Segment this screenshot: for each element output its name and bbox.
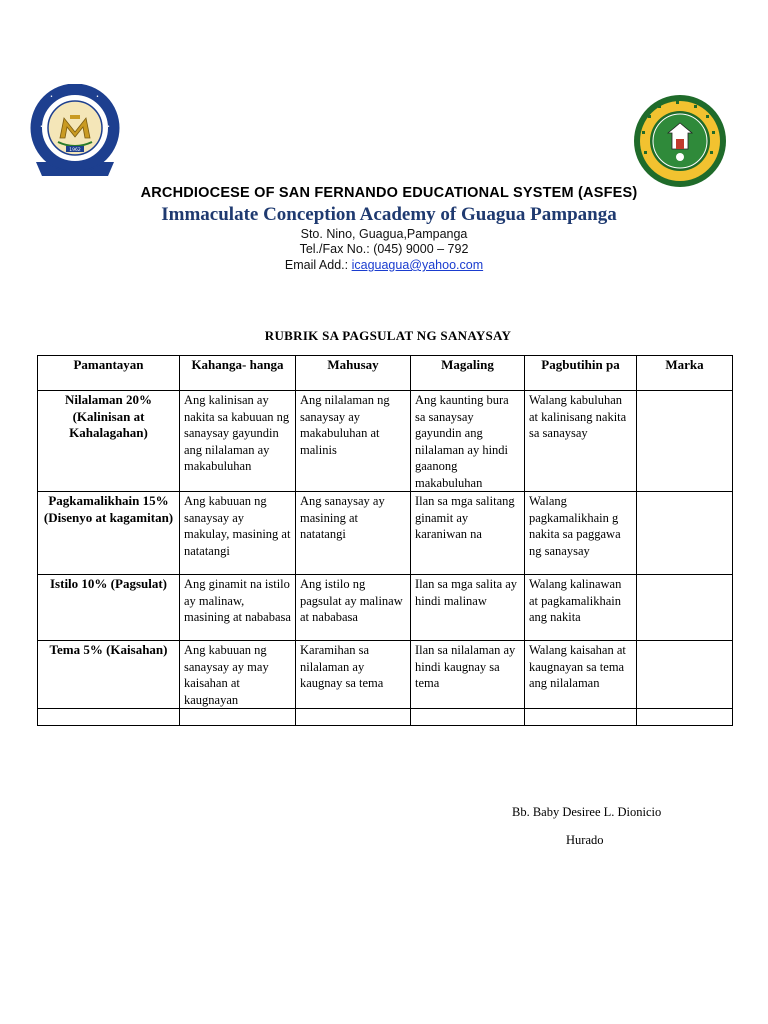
table-row — [38, 641, 733, 709]
judge-role: Hurado — [566, 833, 604, 847]
svg-text:•: • — [50, 94, 53, 100]
score-cell[interactable] — [637, 575, 733, 641]
rubric-cell: Ilan sa mga salita ay hindi malinaw — [411, 575, 525, 641]
column-header: Pamantayan — [38, 356, 180, 391]
rubric-cell: Walang kabuluhan at kalinisang nakita sa sanaysay — [525, 391, 637, 492]
empty-cell — [525, 709, 637, 726]
svg-text:•: • — [40, 124, 43, 130]
rubric-cell: Walang kaisahan at kaugnayan sa tema ang nilalaman — [525, 641, 637, 709]
column-header: Kahanga- hanga — [180, 356, 296, 391]
rubric-title: RUBRIK SA PAGSULAT NG SANAYSAY — [264, 328, 512, 343]
table-row — [38, 575, 733, 641]
ica-seal-logo — [30, 84, 120, 182]
table-row — [38, 492, 733, 575]
judge-name: Bb. Baby Desiree L. Dionicio — [512, 805, 662, 819]
empty-cell — [411, 709, 525, 726]
svg-text:•: • — [96, 94, 99, 100]
column-header: Marka — [637, 356, 733, 391]
criterion-cell: Tema 5% (Kaisahan) — [38, 641, 180, 709]
column-header: Pagbutihin pa — [525, 356, 637, 391]
school-name: Immaculate Conception Academy of Guagua Pampanga — [161, 204, 617, 225]
column-header: Mahusay — [296, 356, 411, 391]
rubric-cell: Walang kalinawan at pagkamalikhain ang nakita — [525, 575, 637, 641]
school-telfax: Tel./Fax No.: (045) 9000 – 792 — [299, 242, 469, 256]
svg-text:•: • — [107, 124, 110, 130]
criterion-cell: Istilo 10% (Pagsulat) — [38, 575, 180, 641]
organization-name: ARCHDIOCESE OF SAN FERNANDO EDUCATIONAL SYSTEM (ASFES) — [140, 185, 638, 201]
rubric-cell: Ang ginamit na istilo ay malinaw, masining at nababasa — [180, 575, 296, 641]
rubric-cell: Ang kaunting bura sa sanaysay gayundin ang nilalaman ay hindi gaanong makabuluhan — [411, 391, 525, 492]
rubric-cell: Ilan sa mga salitang ginamit ay karaniwan na — [411, 492, 525, 575]
column-header: Magaling — [411, 356, 525, 391]
rubric-cell: Ang kabuuan ng sanaysay ay makulay, masining at natatangi — [180, 492, 296, 575]
empty-cell — [637, 709, 733, 726]
rubric-cell: Ang sanaysay ay masining at natatangi — [296, 492, 411, 575]
ica-seal-year: 1962 — [69, 148, 81, 153]
empty-cell — [38, 709, 180, 726]
rubric-cell: Ang nilalaman ng sanaysay ay makabuluhan at malinis — [296, 391, 411, 492]
rubric-cell: Ilan sa nilalaman ay hindi kaugnay sa tema — [411, 641, 525, 709]
rubric-cell: Ang istilo ng pagsulat ay malinaw at nababasa — [296, 575, 411, 641]
rubric-cell: Walang pagkamalikhain g nakita sa paggawa ng sanaysay — [525, 492, 637, 575]
score-cell[interactable] — [637, 641, 733, 709]
empty-cell — [180, 709, 296, 726]
rubric-table — [37, 355, 733, 726]
empty-row — [38, 709, 733, 726]
empty-cell — [296, 709, 411, 726]
score-cell[interactable] — [637, 492, 733, 575]
table-row — [38, 391, 733, 492]
rubric-cell: Ang kalinisan ay nakita sa kabuuan ng sanaysay gayundin ang nilalaman ay makabuluhan — [180, 391, 296, 492]
rubric-cell: Karamihan sa nilalaman ay kaugnay sa tema — [296, 641, 411, 709]
rubric-header-row — [38, 356, 733, 391]
rubric-cell: Ang kabuuan ng sanaysay ay may kaisahan at kaugnayan — [180, 641, 296, 709]
asfes-seal-logo — [628, 93, 732, 189]
email-label: Email Add.: — [284, 258, 349, 272]
criterion-cell: Pagkamalikhain 15% (Disenyo at kagamitan) — [38, 492, 180, 575]
criterion-cell: Nilalaman 20% (Kalinisan at Kahalagahan) — [38, 391, 180, 492]
email-link[interactable]: icaguagua@yahoo.com — [351, 258, 484, 272]
school-address: Sto. Nino, Guagua,Pampanga — [300, 227, 468, 241]
school-email-line — [0, 258, 768, 272]
score-cell[interactable] — [637, 391, 733, 492]
